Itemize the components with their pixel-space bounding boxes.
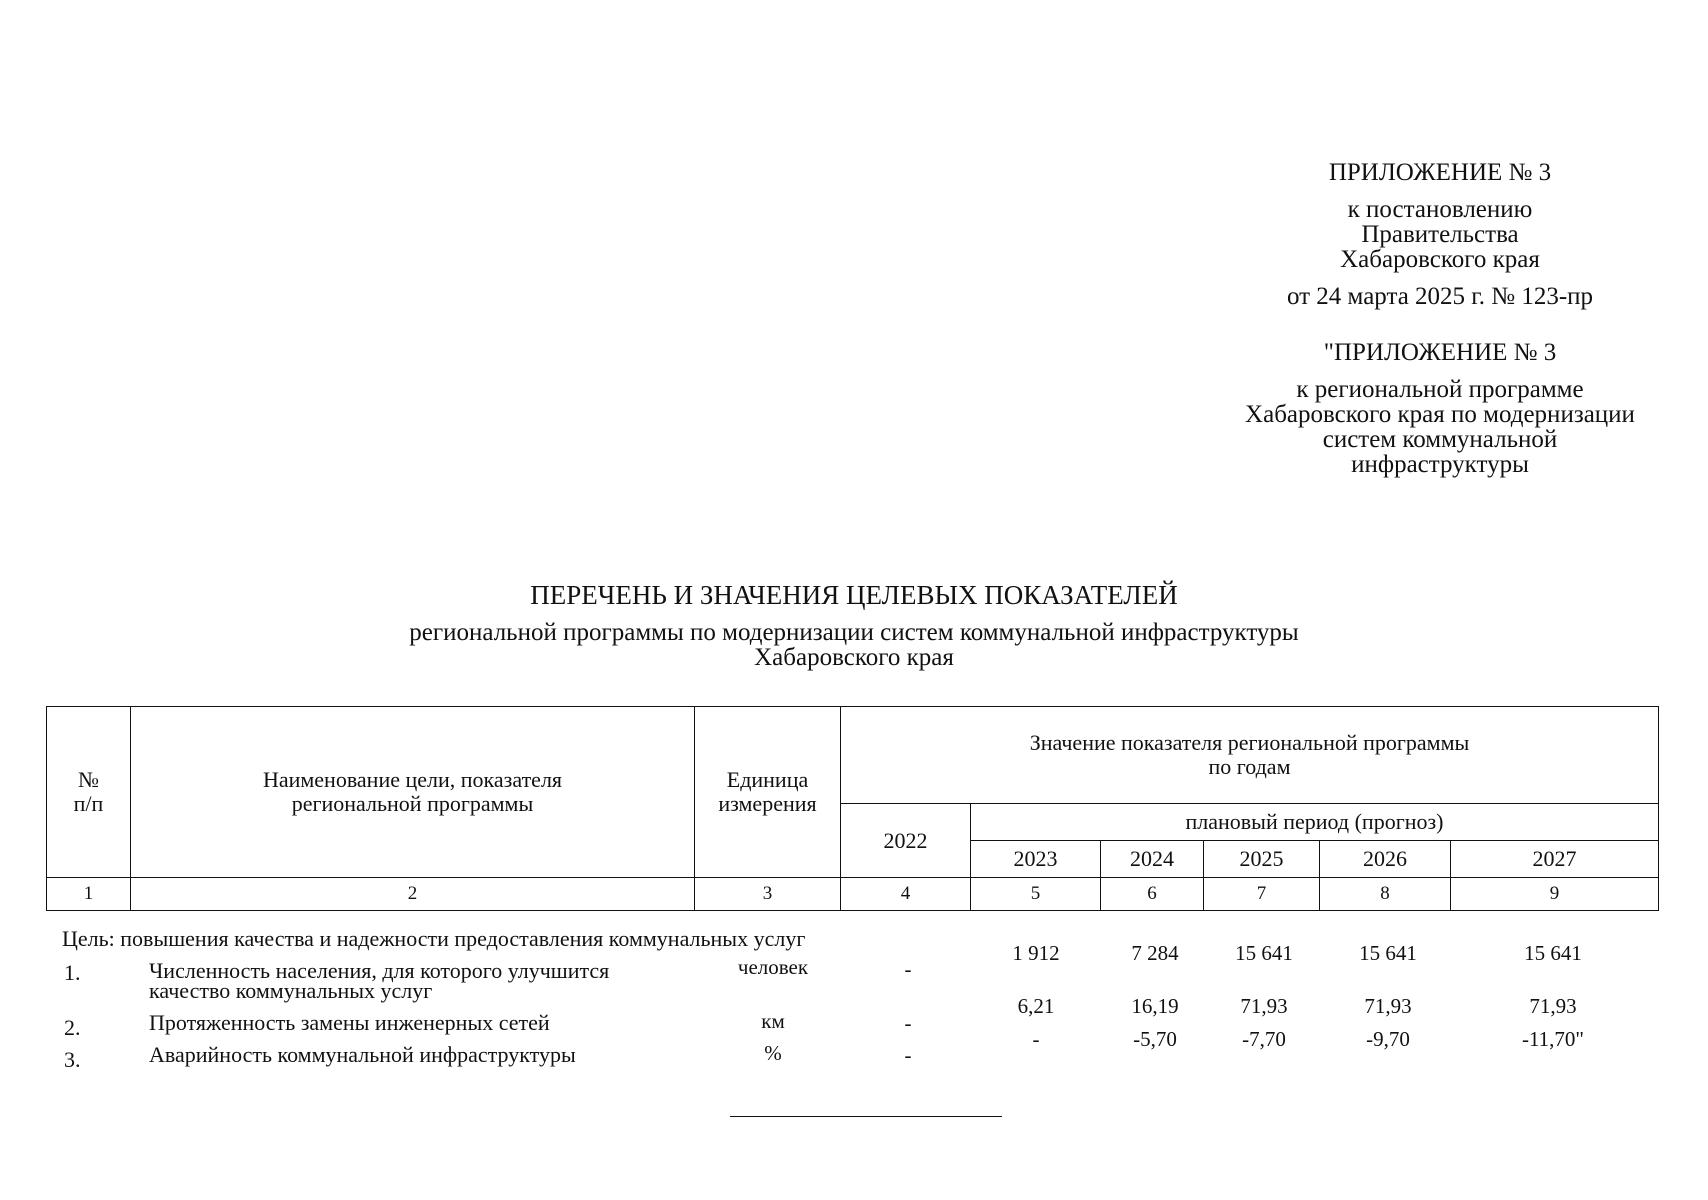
col-number-7: 7 <box>1204 878 1320 911</box>
col-header-planned-period: плановый период (прогноз) <box>971 804 1659 841</box>
row-value-2023: - <box>1032 1027 1040 1051</box>
row-name-line-1: Численность населения, для которого улучшится <box>149 958 610 983</box>
row-number: 2. <box>64 1015 81 1040</box>
row-value-2025: -7,70 <box>1242 1027 1286 1051</box>
row-unit: % <box>764 1041 782 1065</box>
program-line-2: Хабаровского края по модернизации <box>1245 401 1635 428</box>
program-header <box>1180 340 1700 477</box>
appendix-date-line: от 24 марта 2025 г. № 123-пр <box>1286 283 1594 310</box>
row-value-2025: 15 641 <box>1235 941 1293 965</box>
col-number-4: 4 <box>841 878 971 911</box>
row-value-2024: 7 284 <box>1131 941 1179 965</box>
appendix-line-2: Правительства <box>1361 221 1519 248</box>
row-name-line-2: качество коммунальных услуг <box>149 978 433 1003</box>
col-header-year-2027: 2027 <box>1451 841 1659 878</box>
col-number-5: 5 <box>971 878 1101 911</box>
col-number-1: 1 <box>47 878 131 911</box>
row-value-2027: -11,70" <box>1521 1027 1585 1051</box>
row-value-2025: 71,93 <box>1240 994 1288 1018</box>
col-header-number: № п/п <box>47 707 131 878</box>
appendix-title: ПРИЛОЖЕНИЕ № 3 <box>1328 159 1552 186</box>
col-header-year-2023: 2023 <box>971 841 1101 878</box>
row-value-2026: -9,70 <box>1366 1027 1410 1051</box>
col-number-9: 9 <box>1451 878 1659 911</box>
program-line-4: инфраструктуры <box>1351 451 1529 478</box>
row-value-2023: 1 912 <box>1012 941 1060 965</box>
col-header-year-2024: 2024 <box>1101 841 1204 878</box>
appendix-header <box>1180 160 1700 309</box>
row-value-2022: - <box>904 957 912 981</box>
col-header-unit: Единица измерения <box>695 707 841 878</box>
document-title: ПЕРЕЧЕНЬ И ЗНАЧЕНИЯ ЦЕЛЕВЫХ ПОКАЗАТЕЛЕЙ <box>530 580 1178 610</box>
row-unit: км <box>761 1009 785 1033</box>
closing-rule <box>730 1116 1002 1117</box>
document-subtitle-line-2: Хабаровского края <box>754 644 954 671</box>
appendix-line-3: Хабаровского края <box>1340 246 1540 273</box>
row-value-2024: -5,70 <box>1133 1027 1177 1051</box>
row-value-2027: 71,93 <box>1529 994 1577 1018</box>
program-line-3: систем коммунальной <box>1322 426 1558 453</box>
row-number: 3. <box>64 1047 81 1072</box>
row-value-2026: 71,93 <box>1364 994 1412 1018</box>
program-title: "ПРИЛОЖЕНИЕ № 3 <box>1323 339 1557 366</box>
row-unit: человек <box>737 955 809 979</box>
col-number-6: 6 <box>1101 878 1204 911</box>
appendix-line-1: к постановлению <box>1347 196 1533 223</box>
col-number-8: 8 <box>1320 878 1451 911</box>
goal-text: Цель: повышения качества и надежности предоставления коммунальных услуг <box>62 926 806 951</box>
col-number-2: 2 <box>131 878 695 911</box>
document-subtitle <box>0 620 1708 670</box>
col-header-name: Наименование цели, показателя региональной программы <box>131 707 695 878</box>
row-number: 1. <box>64 960 81 985</box>
col-number-3: 3 <box>695 878 841 911</box>
col-header-year-2022: 2022 <box>841 804 971 878</box>
program-line-1: к региональной программе <box>1296 376 1584 403</box>
col-header-year-2025: 2025 <box>1204 841 1320 878</box>
col-header-year-2026: 2026 <box>1320 841 1451 878</box>
row-value-2022: - <box>904 1043 912 1067</box>
row-name-line-1: Аварийность коммунальной инфраструктуры <box>149 1042 576 1067</box>
row-value-2027: 15 641 <box>1524 941 1582 965</box>
row-value-2022: - <box>904 1011 912 1035</box>
row-value-2024: 16,19 <box>1131 994 1179 1018</box>
row-name-line-1: Протяженность замены инженерных сетей <box>149 1010 550 1035</box>
row-value-2026: 15 641 <box>1359 941 1417 965</box>
row-value-2023: 6,21 <box>1017 994 1055 1018</box>
document-subtitle-line-1: региональной программы по модернизации систем коммунальной инфраструктуры <box>409 619 1299 646</box>
col-header-values: Значение показателя региональной программы по годам <box>841 707 1659 804</box>
indicators-table-header <box>46 706 1659 911</box>
